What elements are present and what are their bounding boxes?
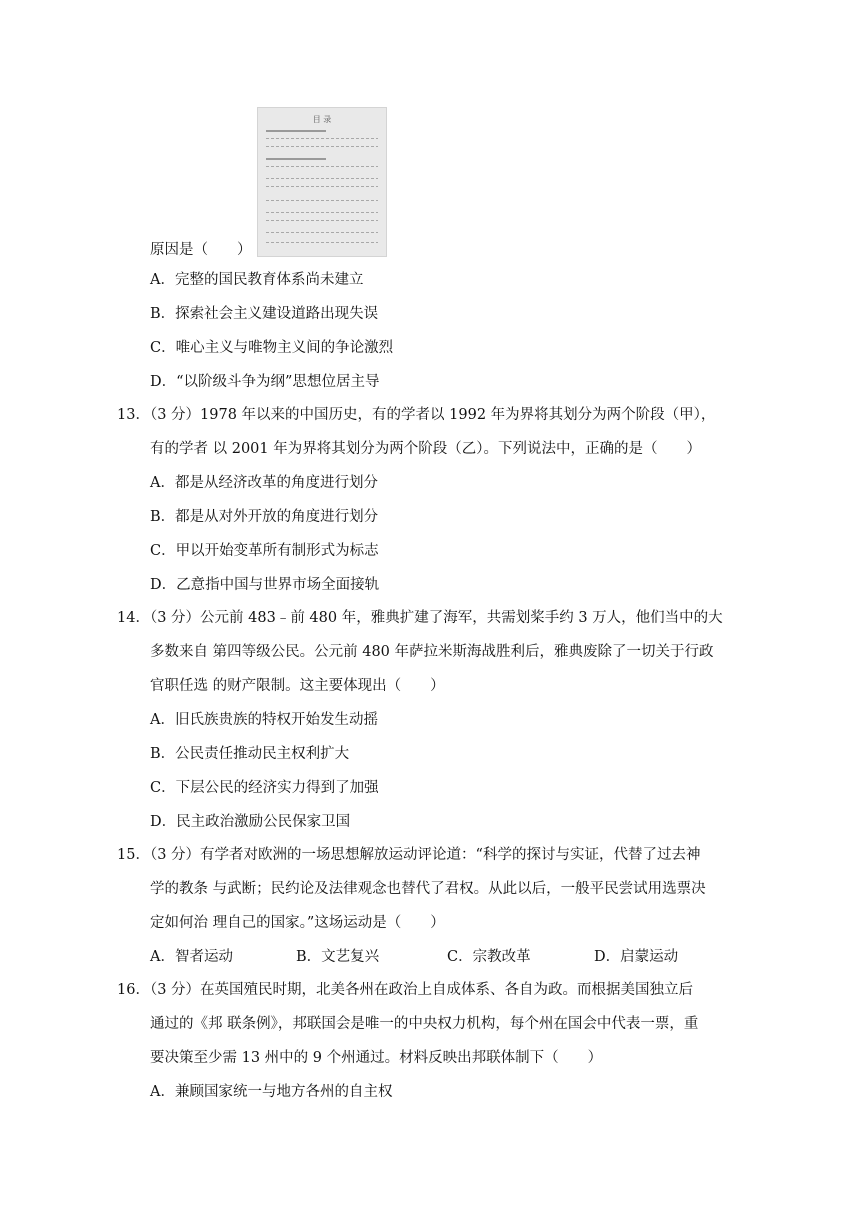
toc-row: [266, 138, 378, 139]
question-15-stem: 15．（3 分）有学者对欧洲的一场思想解放运动评论道：“科学的探讨与实证，代替了过去神: [117, 847, 701, 863]
option-d: D．民主政治激励公民保家卫国: [150, 814, 351, 830]
option-c: C．唯心主义与唯物主义间的争论激烈: [150, 340, 394, 356]
toc-row: [266, 178, 378, 179]
toc-row: [266, 232, 378, 233]
option-d: D．“以阶级斗争为纲”思想位居主导: [150, 374, 380, 390]
toc-row: [266, 166, 378, 167]
option-a: A．都是从经济改革的角度进行划分: [150, 475, 378, 491]
option-b: B．公民责任推动民主权利扩大: [150, 746, 350, 762]
option-a: A．旧氏族贵族的特权开始发生动摇: [150, 712, 378, 728]
option-a: A．兼顾国家统一与地方各州的自主权: [150, 1084, 393, 1100]
question-15-stem: 定如何治 理自己的国家。”这场运动是（ ）: [150, 915, 445, 931]
toc-row: [266, 212, 378, 213]
question-13-stem: 13．（3 分）1978 年以来的中国历史，有的学者以 1992 年为界将其划分为两个阶段（甲），: [117, 407, 716, 423]
question-16-stem: 要决策至少需 13 州中的 9 个州通过。材料反映出邦联体制下（ ）: [150, 1050, 603, 1066]
option-d: D．乙意指中国与世界市场全面接轨: [150, 577, 380, 593]
question-13-stem: 有的学者 以 2001 年为界将其划分为两个阶段（乙）。下列说法中，正确的是（ ）: [150, 441, 701, 457]
toc-row: [266, 200, 378, 201]
toc-row: [266, 220, 378, 221]
toc-row: [266, 130, 326, 132]
question-16-stem: 通过的《邦 联条例》，邦联国会是唯一的中央权力机构，每个州在国会中代表一票，重: [150, 1016, 699, 1032]
table-of-contents-image: [257, 107, 387, 257]
question-14-stem: 官职任选 的财产限制。这主要体现出（ ）: [150, 678, 445, 694]
option-c: C．下层公民的经济实力得到了加强: [150, 780, 379, 796]
option-b: B．探索社会主义建设道路出现失误: [150, 306, 379, 322]
option-a: A．完整的国民教育体系尚未建立: [150, 272, 364, 288]
toc-row: [266, 158, 326, 160]
toc-row: [266, 186, 378, 187]
toc-row: [266, 146, 378, 147]
question-15-stem: 学的教条 与武断；民约论及法律观念也替代了君权。从此以后，一般平民尝试用选票决: [150, 881, 706, 897]
toc-row: [266, 242, 378, 243]
option-c: C．甲以开始变革所有制形式为标志: [150, 543, 379, 559]
option-c: C．宗教改革: [447, 949, 531, 965]
question-12-stem: 原因是（ ）: [150, 242, 252, 258]
question-14-stem: 14．（3 分）公元前 483﹣前 480 年，雅典扩建了海军，共需划桨手约 3 万人，他们当中的大: [117, 610, 723, 626]
option-b: B．文艺复兴: [296, 949, 380, 965]
question-16-stem: 16．（3 分）在英国殖民时期，北美各州在政治上自成体系、各自为政。而根据美国独立后: [117, 982, 694, 998]
option-d: D．启蒙运动: [594, 949, 679, 965]
option-b: B．都是从对外开放的角度进行划分: [150, 509, 379, 525]
toc-heading: 目 录: [312, 115, 332, 124]
option-a: A．智者运动: [150, 949, 233, 965]
question-14-stem: 多数来自 第四等级公民。公元前 480 年萨拉米斯海战胜利后，雅典废除了一切关于行政: [150, 644, 714, 660]
